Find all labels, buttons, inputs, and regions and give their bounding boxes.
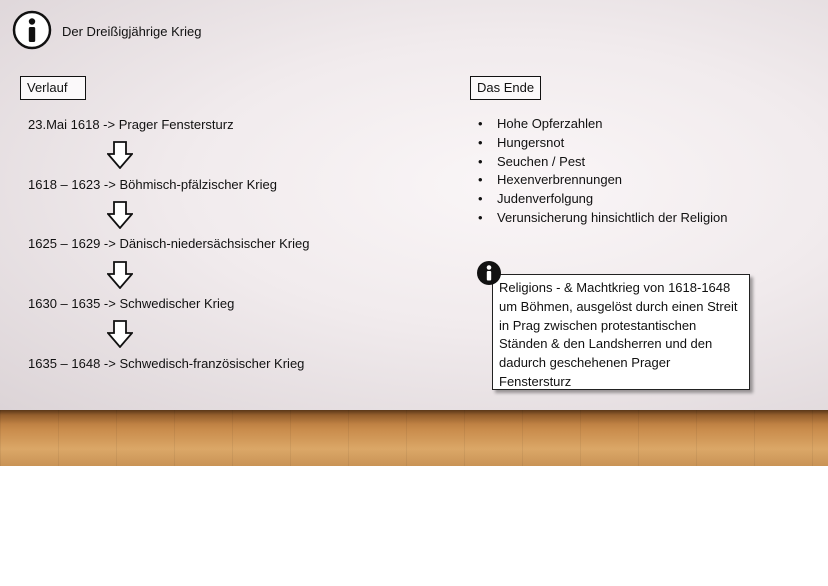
wooden-floor <box>0 410 828 466</box>
info-circle-icon <box>12 10 52 50</box>
list-item: • Judenverfolgung <box>478 190 728 209</box>
info-box <box>492 274 750 390</box>
info-circle-filled-icon <box>476 260 502 286</box>
down-arrow-icon <box>107 201 133 229</box>
timeline-event: 1630 – 1635 -> Schwedischer Krieg <box>28 296 235 311</box>
down-arrow-icon <box>107 141 133 169</box>
das-ende-label: Das Ende <box>470 76 541 100</box>
page-title: Der Dreißigjährige Krieg <box>62 24 202 39</box>
info-text: Religions - & Machtkrieg von 1618-1648 um Böhmen, ausgelöst durch einen Streit in Prag zwischen protestantischen Ständen & den Landsherren und den dadurch geschehenen Prager Fenstersturz <box>499 280 738 389</box>
list-item: • Seuchen / Pest <box>478 153 728 172</box>
ende-bullet-list <box>478 115 728 228</box>
down-arrow-icon <box>107 261 133 289</box>
timeline-event: 1625 – 1629 -> Dänisch-niedersächsischer Krieg <box>28 236 310 251</box>
timeline-event: 23.Mai 1618 -> Prager Fenstersturz <box>28 117 234 132</box>
timeline-event: 1618 – 1623 -> Böhmisch-pfälzischer Krieg <box>28 177 277 192</box>
list-item: • Hexenverbrennungen <box>478 171 728 190</box>
timeline-event: 1635 – 1648 -> Schwedisch-französischer Krieg <box>28 356 305 371</box>
down-arrow-icon <box>107 320 133 348</box>
verlauf-label: Verlauf <box>20 76 86 100</box>
list-item: • Verunsicherung hinsichtlich der Religion <box>478 209 728 228</box>
list-item: • Hungersnot <box>478 134 728 153</box>
list-item: • Hohe Opferzahlen <box>478 115 728 134</box>
